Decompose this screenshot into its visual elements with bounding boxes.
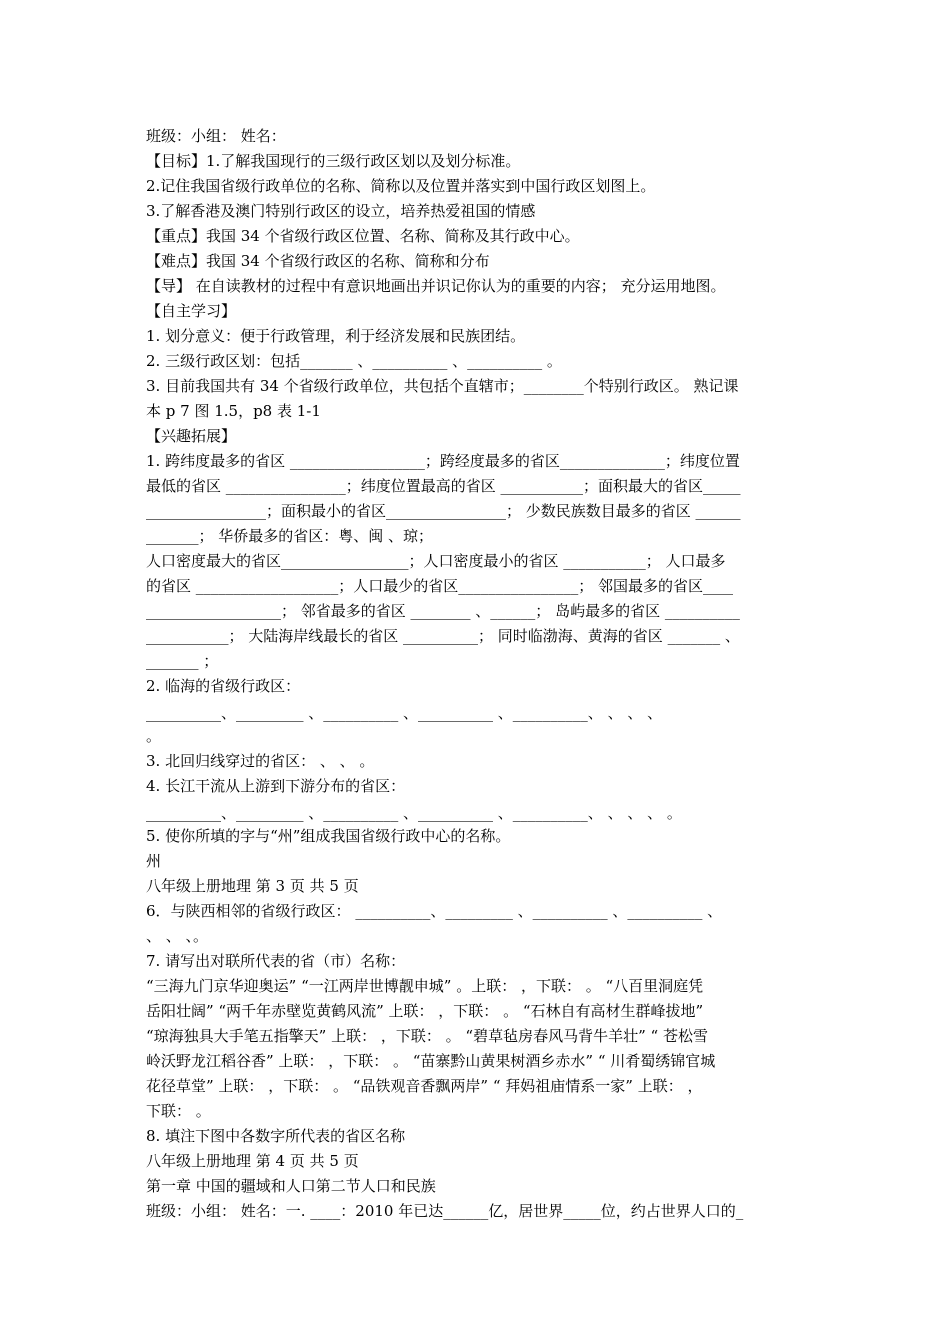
extension-heading: 【兴趣拓展】 xyxy=(146,427,237,445)
self-study-item-2: 2. 三级行政区划：包括_______ 、__________ 、__________ 。 xyxy=(146,352,562,370)
extension-item-1-cont-4: 人口密度最大的省区_________________；人口密度最小的省区 ___________； 人口最多 xyxy=(146,552,726,570)
extension-item-6-cont: 、 、 、。 xyxy=(146,927,209,945)
goal-line-3: 3.了解香港及澳门特别行政区的设立，培养热爱祖国的情感 xyxy=(146,202,536,220)
self-study-item-3-cont: 本 p 7 图 1.5，p8 表 1-1 xyxy=(146,402,321,420)
difficulty-line: 【难点】我国 34 个省级行政区的名称、简称和分布 xyxy=(146,252,490,270)
chapter-heading: 第一章 中国的疆域和人口第二节人口和民族 xyxy=(146,1177,436,1195)
extension-item-4: 4. 长江干流从上游到下游分布的省区： xyxy=(146,777,406,795)
extension-item-2: 2. 临海的省级行政区： xyxy=(146,677,301,695)
extension-item-1-cont-3: _______； 华侨最多的省区：粤、闽 、琼； xyxy=(146,527,434,545)
extension-item-5-zhou: 州 xyxy=(146,852,162,870)
extension-item-1: 1. 跨纬度最多的省区 __________________；跨经度最多的省区______________；纬度位置 xyxy=(146,452,740,470)
extension-item-2-blanks: __________、_________ 、__________ 、__________ 、__________、 、 、 、 xyxy=(146,704,663,722)
extension-item-3: 3. 北回归线穿过的省区： 、 、 。 xyxy=(146,752,375,770)
extension-item-7: 7. 请写出对联所代表的省（市）名称： xyxy=(146,952,406,970)
class-info-line: 班级：小组： 姓名： xyxy=(146,127,286,145)
self-study-heading: 【自主学习】 xyxy=(146,302,237,320)
class-info-line-2: 班级：小组： 姓名：一. ____：2010 年已达______亿，居世界_____位，约占世界人口的_ xyxy=(146,1202,744,1220)
extension-item-1-cont-5: 的省区 ___________________；人口最少的省区________________； 邻国最多的省区____ xyxy=(146,577,734,595)
page-footer-4: 八年级上册地理 第 4 页 共 5 页 xyxy=(146,1152,359,1170)
couplet-line-1: “三海九门京华迎奥运” “一江两岸世博靓申城” 。上联： ，下联： 。 “八百里洞庭凭 xyxy=(146,977,704,995)
self-study-item-1: 1. 划分意义：便于行政管理，利于经济发展和民族团结。 xyxy=(146,327,526,345)
extension-item-1-cont-6: __________________； 邻省最多的省区 ________ 、______； 岛屿最多的省区 __________ xyxy=(146,602,740,620)
couplet-line-6: 下联： 。 xyxy=(146,1102,211,1120)
couplet-line-3: “琼海独具大手笔五指擎天” 上联： ，下联： 。 “碧草毡房春风马背牛羊壮” “ 苍松雪 xyxy=(146,1027,708,1045)
guide-line: 【导】 在自读教材的过程中有意识地画出并识记你认为的重要的内容； 充分运用地图。 xyxy=(146,277,726,295)
extension-item-1-cont-7: ___________； 大陆海岸线最长的省区 __________； 同时临渤海、黄海的省区 _______ 、 xyxy=(146,627,740,645)
extension-item-1-cont-2: ________________；面积最小的省区________________； 少数民族数目最多的省区 ______ xyxy=(146,502,741,520)
extension-item-5: 5. 使你所填的字与“州”组成我国省级行政中心的名称。 xyxy=(146,827,511,845)
self-study-item-3: 3. 目前我国共有 34 个省级行政单位，共包括个直辖市；________个特别行政区。 熟记课 xyxy=(146,377,739,395)
goal-line-1: 【目标】1.了解我国现行的三级行政区划以及划分标准。 xyxy=(146,152,521,170)
couplet-line-4: 岭沃野龙江稻谷香” 上联： ，下联： 。 “苗寨黔山黄果树酒乡赤水” “ 川肴蜀绣锦官城 xyxy=(146,1052,716,1070)
page-footer-3: 八年级上册地理 第 3 页 共 5 页 xyxy=(146,877,359,895)
extension-item-1-cont-1: 最低的省区 ________________；纬度位置最高的省区 ___________；面积最大的省区_____ xyxy=(146,477,741,495)
extension-item-6: 6．与陕西相邻的省级行政区： __________、_________ 、__________ 、__________ 、 xyxy=(146,902,723,920)
extension-item-2-end: 。 xyxy=(146,727,162,745)
key-point-line: 【重点】我国 34 个省级行政区位置、名称、简称及其行政中心。 xyxy=(146,227,580,245)
extension-item-4-blanks: __________、_________ 、__________ 、__________ 、__________、 、 、 、 。 xyxy=(146,804,682,822)
couplet-line-5: 花径草堂” 上联： ，下联： 。 “品铁观音香飘两岸” “ 拜妈祖庙情系一家” 上联： ， xyxy=(146,1077,703,1095)
extension-item-8: 8. 填注下图中各数字所代表的省区名称 xyxy=(146,1127,406,1145)
goal-line-2: 2.记住我国省级行政单位的名称、简称以及位置并落实到中国行政区划图上。 xyxy=(146,177,656,195)
extension-item-1-cont-8: _______ ； xyxy=(146,652,219,670)
couplet-line-2: 岳阳壮阔” “两千年赤壁览黄鹤风流” 上联： ，下联： 。 “石林自有高材生群峰拔地” xyxy=(146,1002,704,1020)
